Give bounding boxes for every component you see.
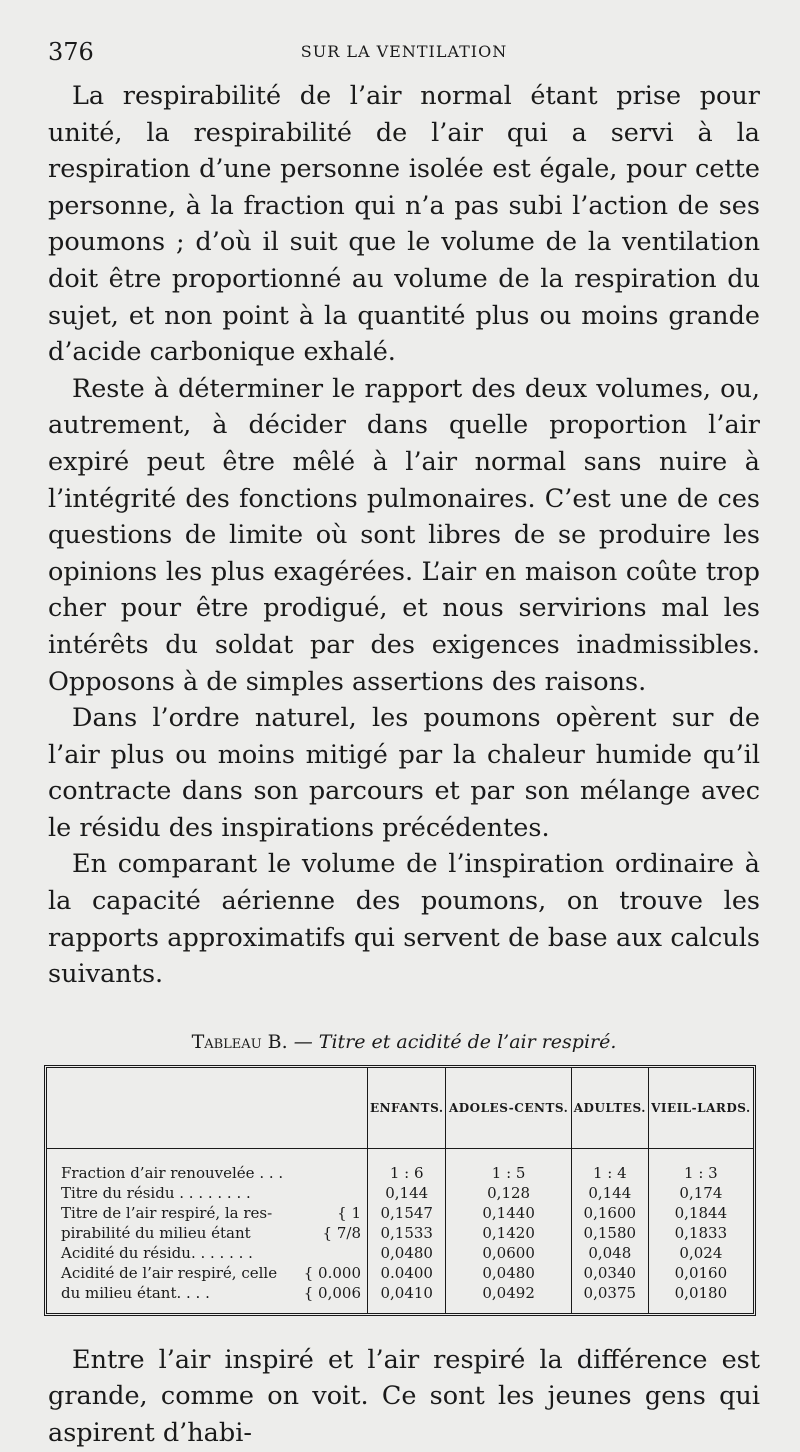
table-cell: 1 : 5 — [446, 1148, 571, 1183]
table-cell: 0,1420 — [446, 1223, 571, 1243]
row-label — [47, 1148, 368, 1183]
table-cell: 1 : 3 — [648, 1148, 753, 1183]
table-row — [47, 1263, 753, 1283]
body-text — [48, 78, 760, 993]
table-body — [47, 1148, 753, 1313]
table-row — [47, 1148, 753, 1183]
table-cell: 0,0410 — [368, 1283, 446, 1313]
table-header-empty — [47, 1068, 368, 1149]
row-label — [47, 1263, 368, 1283]
table-cell: 0,0480 — [446, 1263, 571, 1283]
row-label — [47, 1223, 368, 1243]
table-cell: 0,0492 — [446, 1283, 571, 1313]
page-number: 376 — [48, 38, 94, 66]
row-label-text: Titre du résidu . . . . . . . . — [61, 1183, 251, 1202]
table-cell: 0,1547 — [368, 1203, 446, 1223]
row-label — [47, 1183, 368, 1203]
data-table — [44, 1065, 756, 1316]
row-label-text: Acidité de l’air respiré, celle — [61, 1263, 278, 1282]
row-label-text: Titre de l’air respiré, la res- — [61, 1203, 273, 1222]
table-caption-lead: Tableau B. — [191, 1030, 288, 1053]
table-cell: 0,1533 — [368, 1223, 446, 1243]
column-header-vieillards: VIEIL-LARDS. — [648, 1068, 753, 1149]
table-cell: 1 : 4 — [571, 1148, 648, 1183]
table-cell: 0,0180 — [648, 1283, 753, 1313]
table-cell: 0,0600 — [446, 1243, 571, 1263]
column-header-adultes: ADULTES. — [571, 1068, 648, 1149]
row-label-text: pirabilité du milieu étant — [61, 1223, 251, 1242]
column-header-enfants: ENFANTS. — [368, 1068, 446, 1149]
table-caption — [48, 1031, 760, 1053]
table-cell: 0,1600 — [571, 1203, 648, 1223]
table-cell: 0,0480 — [368, 1243, 446, 1263]
table-cell: 0,024 — [648, 1243, 753, 1263]
running-title: SUR LA VENTILATION — [300, 42, 508, 61]
table-cell: 0,0160 — [648, 1263, 753, 1283]
table-cell: 0,0375 — [571, 1283, 648, 1313]
table-cell: 0,0340 — [571, 1263, 648, 1283]
continuation-text — [48, 1342, 760, 1452]
table-cell: 0,174 — [648, 1183, 753, 1203]
row-label-text: Fraction d’air renouvelée . . . — [61, 1163, 284, 1182]
row-label — [47, 1203, 368, 1223]
table-header-row — [47, 1068, 753, 1149]
paragraph-1: La respirabilité de l’air normal étant prise pour unité, la respirabilité de l’air qui a servi à la respiration d’une personne isolée est égale, pour cette personne, à la fraction qui n’a pas subi l’action de ses poumons ; d’où il suit que le volume de la ventilation doit être proportionné au volume de la respiration du sujet, et non point à la quantité plus ou moins grande d’acide carbonique exhalé. — [48, 81, 760, 368]
table-cell: 0,1440 — [446, 1203, 571, 1223]
row-bracket-value: { 7/8 — [322, 1223, 361, 1242]
paragraph-4: En comparant le volume de l’inspiration ordinaire à la capacité aérienne des poumons, on trouve les rapports approximatifs qui servent de base aux calculs suivants. — [48, 849, 760, 990]
table-cell: 1 : 6 — [368, 1148, 446, 1183]
row-label — [47, 1283, 368, 1313]
row-bracket-value: { 0.000 — [303, 1263, 361, 1282]
table-cell: 0,128 — [446, 1183, 571, 1203]
table-cell: 0,048 — [571, 1243, 648, 1263]
paragraph-2: Reste à déterminer le rapport des deux volumes, ou, autrement, à décider dans quelle proportion l’air expiré peut être mêlé à l’air normal sans nuire à l’intégrité des fonctions pulmonaires. C’est une de ces questions de limite où sont libres de se produire les opinions les plus exagérées. L’air en maison coûte trop cher pour être prodigué, et nous servirions mal les intérêts du soldat par des exigences inadmissibles. Opposons à de simples assertions des raisons. — [48, 373, 760, 697]
table-row — [47, 1243, 753, 1263]
table-cell: 0,1844 — [648, 1203, 753, 1223]
table-cell: 0,144 — [368, 1183, 446, 1203]
row-bracket-value: { 1 — [337, 1203, 361, 1222]
table-caption-title: — Titre et acidité de l’air respiré. — [287, 1030, 617, 1053]
running-head — [48, 38, 760, 78]
table-cell: 0,144 — [571, 1183, 648, 1203]
table-row — [47, 1183, 753, 1203]
row-label-text: du milieu étant. . . . — [61, 1283, 210, 1302]
paragraph-3: Dans l’ordre naturel, les poumons opèrent sur de l’air plus ou moins mitigé par la chaleur humide qu’il contracte dans son parcours et par son mélange avec le résidu des inspirations précédentes. — [48, 703, 760, 843]
table-row — [47, 1223, 753, 1243]
table-cell: 0,1833 — [648, 1223, 753, 1243]
row-label — [47, 1243, 368, 1263]
table-row — [47, 1203, 753, 1223]
paragraph-5: Entre l’air inspiré et l’air respiré la différence est grande, comme on voit. Ce sont les jeunes gens qui aspirent d’habi- — [48, 1344, 760, 1449]
table-cell: 0.0400 — [368, 1263, 446, 1283]
table-row — [47, 1283, 753, 1313]
row-label-text: Acidité du résidu. . . . . . . — [61, 1243, 253, 1262]
row-bracket-value: { 0,006 — [303, 1283, 361, 1302]
column-header-adolescents: ADOLES-CENTS. — [446, 1068, 571, 1149]
table-cell: 0,1580 — [571, 1223, 648, 1243]
